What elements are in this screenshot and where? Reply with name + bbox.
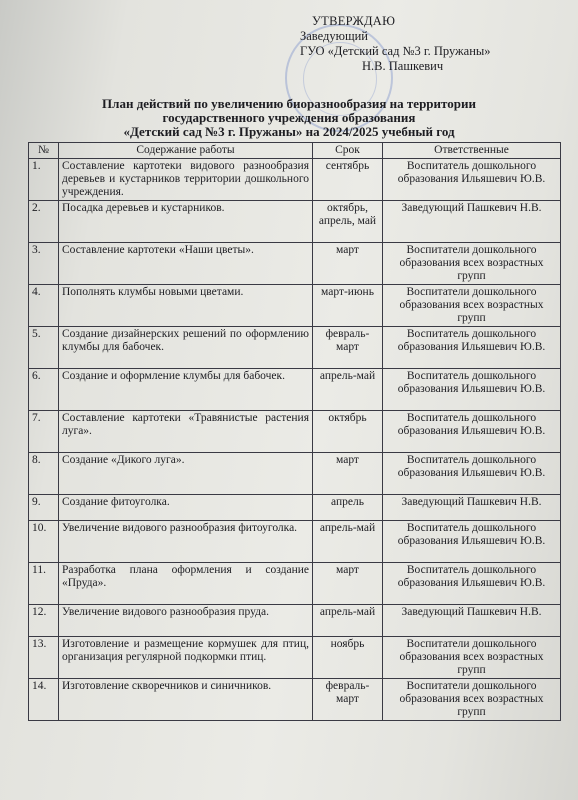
cell-work: Увеличение видового разнообразия фитоуголка. — [59, 521, 313, 563]
cell-term: октябрь — [313, 411, 383, 453]
table-row — [29, 563, 561, 605]
header-work: Содержание работы — [59, 143, 313, 159]
cell-number: 1. — [29, 159, 59, 201]
cell-term: февраль-март — [313, 679, 383, 721]
title-line-2: государственного учреждения образования — [162, 110, 416, 125]
cell-work: Создание фитоуголка. — [59, 495, 313, 521]
cell-responsible: Воспитатели дошкольного образования всех возрастных групп — [383, 637, 561, 679]
cell-term: октябрь, апрель, май — [313, 201, 383, 243]
cell-term: апрель-май — [313, 605, 383, 637]
approval-heading: УТВЕРЖДАЮ — [312, 14, 396, 28]
cell-number: 5. — [29, 327, 59, 369]
table-row — [29, 285, 561, 327]
cell-responsible: Воспитатели дошкольного образования всех возрастных групп — [383, 243, 561, 285]
cell-number: 2. — [29, 201, 59, 243]
table-row — [29, 453, 561, 495]
approval-signatory: Н.В. Пашкевич — [362, 59, 444, 73]
cell-term: февраль-март — [313, 327, 383, 369]
cell-term: март-июнь — [313, 285, 383, 327]
cell-work: Пополнять клумбы новыми цветами. — [59, 285, 313, 327]
cell-work: Составление картотеки «Наши цветы». — [59, 243, 313, 285]
table-row — [29, 159, 561, 201]
cell-term: апрель-май — [313, 521, 383, 563]
cell-number: 6. — [29, 369, 59, 411]
cell-number: 10. — [29, 521, 59, 563]
cell-term: сентябрь — [313, 159, 383, 201]
cell-responsible: Воспитатели дошкольного образования всех возрастных групп — [383, 285, 561, 327]
cell-work: Увеличение видового разнообразия пруда. — [59, 605, 313, 637]
cell-work: Создание дизайнерских решений по оформлению клумбы для бабочек. — [59, 327, 313, 369]
cell-responsible: Воспитатель дошкольного образования Ильяшевич Ю.В. — [383, 327, 561, 369]
cell-number: 9. — [29, 495, 59, 521]
table-row — [29, 411, 561, 453]
cell-responsible: Воспитатель дошкольного образования Ильяшевич Ю.В. — [383, 563, 561, 605]
cell-number: 11. — [29, 563, 59, 605]
approval-organization: ГУО «Детский сад №3 г. Пружаны» — [300, 44, 491, 58]
cell-term: ноябрь — [313, 637, 383, 679]
cell-number: 8. — [29, 453, 59, 495]
table-row — [29, 369, 561, 411]
header-responsible: Ответственные — [383, 143, 561, 159]
cell-responsible: Воспитатель дошкольного образования Ильяшевич Ю.В. — [383, 159, 561, 201]
cell-number: 7. — [29, 411, 59, 453]
header-term: Срок — [313, 143, 383, 159]
approval-block — [300, 14, 491, 74]
cell-responsible: Воспитатель дошкольного образования Ильяшевич Ю.В. — [383, 453, 561, 495]
cell-work: Разработка плана оформления и создание «Пруда». — [59, 563, 313, 605]
cell-work: Посадка деревьев и кустарников. — [59, 201, 313, 243]
cell-responsible: Заведующий Пашкевич Н.В. — [383, 495, 561, 521]
cell-responsible: Воспитатель дошкольного образования Ильяшевич Ю.В. — [383, 411, 561, 453]
cell-work: Изготовление и размещение кормушек для птиц, организация регулярной подкормки птиц. — [59, 637, 313, 679]
cell-term: апрель — [313, 495, 383, 521]
cell-work: Создание и оформление клумбы для бабочек. — [59, 369, 313, 411]
title-line-1: План действий по увеличению биоразнообразия на территории — [102, 96, 476, 111]
table-header-row — [29, 143, 561, 159]
cell-number: 3. — [29, 243, 59, 285]
cell-number: 13. — [29, 637, 59, 679]
plan-table — [28, 142, 561, 721]
cell-number: 4. — [29, 285, 59, 327]
cell-term: март — [313, 243, 383, 285]
table-row — [29, 521, 561, 563]
cell-work: Изготовление скворечников и синичников. — [59, 679, 313, 721]
cell-responsible: Заведующий Пашкевич Н.В. — [383, 605, 561, 637]
table-row — [29, 327, 561, 369]
table-row — [29, 201, 561, 243]
cell-responsible: Воспитатели дошкольного образования всех возрастных групп — [383, 679, 561, 721]
cell-term: март — [313, 453, 383, 495]
cell-responsible: Воспитатель дошкольного образования Ильяшевич Ю.В. — [383, 369, 561, 411]
header-number: № — [29, 143, 59, 159]
table-row — [29, 637, 561, 679]
cell-number: 12. — [29, 605, 59, 637]
table-row — [29, 679, 561, 721]
document-title — [0, 97, 578, 139]
approval-position: Заведующий — [300, 29, 368, 43]
cell-work: Составление картотеки видового разнообразия деревьев и кустарников территории дошкольного учреждения. — [59, 159, 313, 201]
cell-work: Создание «Дикого луга». — [59, 453, 313, 495]
table-row — [29, 495, 561, 521]
cell-work: Составление картотеки «Травянистые растения луга». — [59, 411, 313, 453]
table-row — [29, 605, 561, 637]
title-line-3: «Детский сад №3 г. Пружаны» на 2024/2025 учебный год — [123, 124, 455, 139]
cell-term: апрель-май — [313, 369, 383, 411]
cell-term: март — [313, 563, 383, 605]
table-row — [29, 243, 561, 285]
cell-number: 14. — [29, 679, 59, 721]
cell-responsible: Заведующий Пашкевич Н.В. — [383, 201, 561, 243]
cell-responsible: Воспитатель дошкольного образования Ильяшевич Ю.В. — [383, 521, 561, 563]
